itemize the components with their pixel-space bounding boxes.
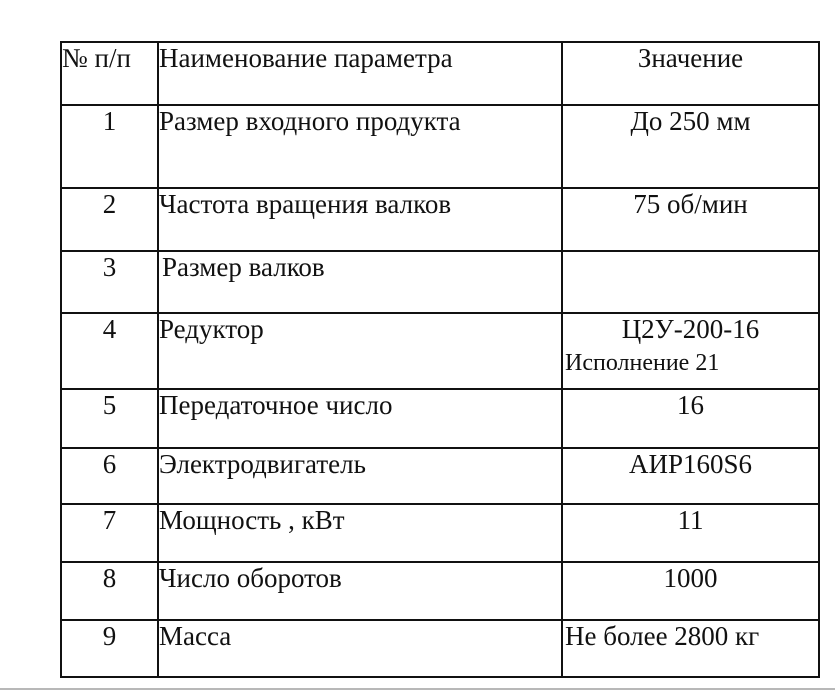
parameter-value: 16 <box>562 389 819 448</box>
table-row <box>61 313 819 389</box>
table-row <box>61 448 819 504</box>
row-number: 3 <box>61 251 158 313</box>
header-number: № п/п <box>61 42 158 105</box>
parameter-name: Размер валков <box>158 251 562 313</box>
table-row <box>61 251 819 313</box>
parameter-name: Размер входного продукта <box>158 105 562 188</box>
header-parameter-name: Наименование параметра <box>158 42 562 105</box>
parameter-value: Ц2У-200-16 <box>621 314 760 344</box>
table-row <box>61 504 819 562</box>
row-number: 2 <box>61 188 158 251</box>
parameter-name: Частота вращения валков <box>158 188 562 251</box>
page-bottom-divider <box>0 688 835 690</box>
row-number: 6 <box>61 448 158 504</box>
row-number: 8 <box>61 562 158 620</box>
parameter-value: Не более 2800 кг <box>562 620 819 677</box>
table-header-row <box>61 42 819 105</box>
table-row <box>61 562 819 620</box>
parameter-name: Редуктор <box>158 313 562 389</box>
table-row <box>61 188 819 251</box>
header-value: Значение <box>562 42 819 105</box>
parameter-value <box>562 251 819 313</box>
table-row <box>61 389 819 448</box>
row-number: 1 <box>61 105 158 188</box>
parameter-name: Мощность , кВт <box>158 504 562 562</box>
parameter-name: Число оборотов <box>158 562 562 620</box>
parameter-value: АИР160S6 <box>562 448 819 504</box>
parameter-value-cell <box>562 313 819 389</box>
parameter-value: 1000 <box>562 562 819 620</box>
row-number: 7 <box>61 504 158 562</box>
table-row <box>61 105 819 188</box>
parameter-name: Электродвигатель <box>158 448 562 504</box>
table-row <box>61 620 819 677</box>
row-number: 5 <box>61 389 158 448</box>
parameter-value-note: Исполнение 21 <box>565 350 720 376</box>
row-number: 4 <box>61 313 158 389</box>
parameter-value: 75 об/мин <box>562 188 819 251</box>
parameter-value: 11 <box>562 504 819 562</box>
parameter-value: До 250 мм <box>562 105 819 188</box>
parameters-table <box>60 41 820 678</box>
parameter-name: Масса <box>158 620 562 677</box>
parameter-name: Передаточное число <box>158 389 562 448</box>
row-number: 9 <box>61 620 158 677</box>
